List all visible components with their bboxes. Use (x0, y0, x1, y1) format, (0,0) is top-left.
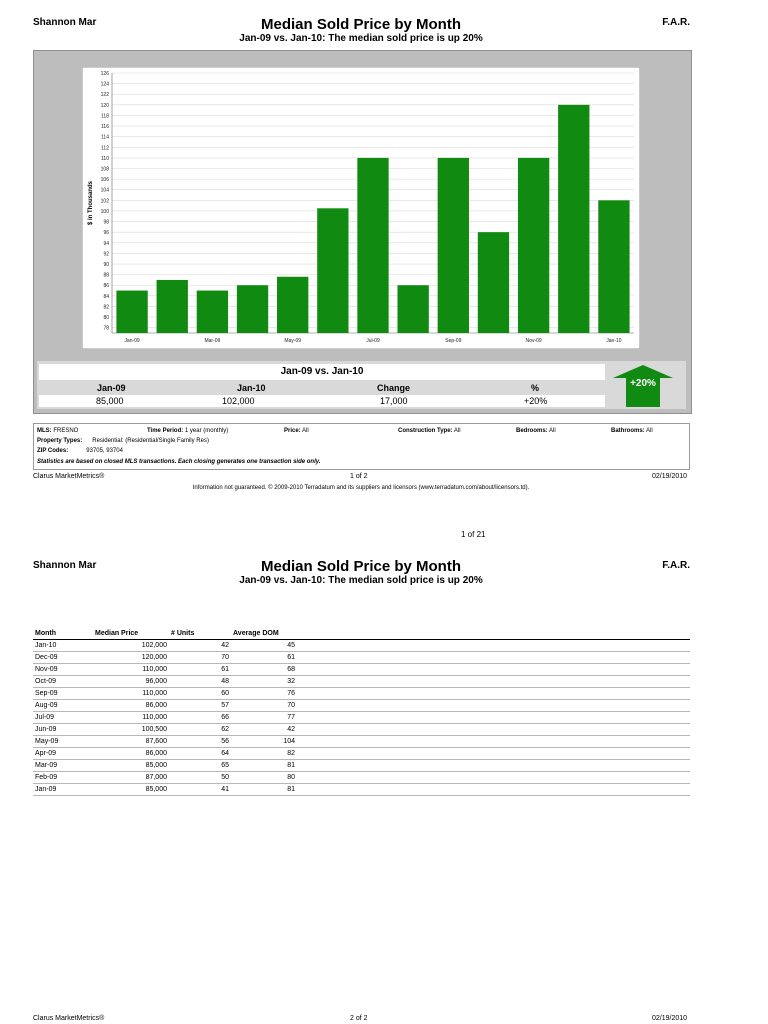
footer-brand: Clarus MarketMetrics® (33, 473, 105, 480)
cell-month: Aug-09 (33, 700, 93, 712)
header-units: # Units (169, 628, 231, 640)
cell-spacer (297, 712, 690, 724)
y-tick-label: 82 (103, 304, 109, 311)
cell-units: 66 (169, 712, 231, 724)
table-row (33, 700, 690, 712)
page-subtitle: Jan-09 vs. Jan-10: The median sold price is up 20% (239, 33, 483, 44)
cell-spacer (297, 748, 690, 760)
cell-month: Nov-09 (33, 664, 93, 676)
agent-name: Shannon Mar (33, 17, 97, 28)
y-tick-label: 96 (103, 230, 109, 237)
cell-units: 62 (169, 724, 231, 736)
table-row (33, 724, 690, 736)
y-tick-label: 122 (100, 92, 109, 99)
bar-aug-09 (397, 285, 428, 333)
mls-criterion: MLS: FRESNO (37, 428, 79, 434)
agent-name-page2: Shannon Mar (33, 560, 97, 571)
x-tick-label: Jan-10 (606, 338, 622, 344)
chart-panel (33, 50, 692, 414)
cell-average-dom: 42 (231, 724, 297, 736)
zip-codes-criterion: ZIP Codes: 93705, 93704 (37, 448, 123, 454)
bar-apr-09 (237, 285, 268, 333)
cell-units: 41 (169, 784, 231, 796)
y-tick-label: 104 (100, 187, 109, 194)
header-spacer (297, 628, 690, 640)
table-row (33, 640, 690, 652)
bar-sep-09 (438, 158, 469, 333)
comparison-header-jan09: Jan-09 (97, 383, 126, 393)
cell-units: 50 (169, 772, 231, 784)
cell-month: Jul-09 (33, 712, 93, 724)
y-tick-label: 80 (103, 315, 109, 322)
table-row (33, 784, 690, 796)
cell-average-dom: 68 (231, 664, 297, 676)
cell-median-price: 120,000 (93, 652, 169, 664)
cell-average-dom: 80 (231, 772, 297, 784)
cell-median-price: 96,000 (93, 676, 169, 688)
percent-change-badge: +20% (626, 377, 660, 407)
x-tick-label: May-09 (284, 338, 302, 344)
cell-spacer (297, 784, 690, 796)
comparison-value-jan09: 85,000 (96, 396, 124, 406)
y-tick-label: 108 (100, 166, 109, 173)
comparison-value-change: 17,000 (380, 396, 408, 406)
cell-units: 48 (169, 676, 231, 688)
cell-spacer (297, 700, 690, 712)
bar-chart (82, 67, 640, 349)
comparison-header-change: Change (377, 383, 411, 393)
y-tick-label: 100 (100, 208, 109, 215)
bar-mar-09 (197, 291, 228, 333)
page-title: Median Sold Price by Month (260, 16, 462, 33)
bar-jan-10 (598, 200, 629, 333)
y-tick-label: 98 (103, 219, 109, 226)
cell-median-price: 85,000 (93, 784, 169, 796)
y-tick-label: 90 (103, 262, 109, 269)
cell-units: 70 (169, 652, 231, 664)
y-tick-label: 94 (103, 240, 109, 247)
monthly-data-table (33, 628, 690, 796)
x-tick-label: Mar-09 (204, 338, 221, 344)
bar-feb-09 (157, 280, 188, 333)
footer-page-number-page2: 2 of 2 (350, 1015, 368, 1022)
cell-average-dom: 76 (231, 688, 297, 700)
property-types-criterion: Property Types: Residential: (Residential/Single Family Res) (37, 438, 209, 444)
table-header-row (33, 628, 690, 640)
cell-month: Mar-09 (33, 760, 93, 772)
cell-spacer (297, 724, 690, 736)
y-tick-label: 120 (100, 102, 109, 109)
header-month: Month (33, 628, 93, 640)
comparison-box (37, 361, 686, 409)
y-tick-label: 92 (103, 251, 109, 258)
cell-average-dom: 45 (231, 640, 297, 652)
cell-average-dom: 77 (231, 712, 297, 724)
cell-average-dom: 70 (231, 700, 297, 712)
y-tick-label: 124 (100, 81, 109, 88)
cell-median-price: 87,000 (93, 772, 169, 784)
table-row (33, 712, 690, 724)
cell-spacer (297, 760, 690, 772)
bar-oct-09 (478, 232, 509, 333)
firm-name-page2: F.A.R. (662, 560, 690, 571)
cell-spacer (297, 640, 690, 652)
x-tick-label: Sep-09 (445, 338, 462, 344)
y-tick-label: 116 (101, 124, 109, 131)
cell-month: Jan-09 (33, 784, 93, 796)
cell-median-price: 87,600 (93, 736, 169, 748)
table-row (33, 688, 690, 700)
cell-average-dom: 61 (231, 652, 297, 664)
x-tick-label: Jul-09 (366, 338, 380, 344)
cell-units: 61 (169, 664, 231, 676)
table-row (33, 676, 690, 688)
cell-spacer (297, 772, 690, 784)
bar-dec-09 (558, 105, 589, 333)
cell-spacer (297, 652, 690, 664)
footer-date: 02/19/2010 (652, 473, 688, 480)
time-period-criterion: Time Period: 1 year (monthly) (147, 428, 229, 434)
cell-month: Apr-09 (33, 748, 93, 760)
y-tick-label: 84 (103, 293, 109, 300)
statistics-statement: Statistics are based on closed MLS transactions. Each closing generates one transaction side only. (37, 459, 321, 465)
document-page-indicator: 1 of 21 (461, 530, 486, 539)
comparison-value-percent: +20% (524, 396, 548, 406)
bar-jul-09 (357, 158, 388, 333)
cell-median-price: 102,000 (93, 640, 169, 652)
footer-date-page2: 02/19/2010 (652, 1015, 688, 1022)
x-tick-label: Nov-09 (525, 338, 542, 344)
cell-month: Feb-09 (33, 772, 93, 784)
cell-median-price: 86,000 (93, 748, 169, 760)
cell-median-price: 100,500 (93, 724, 169, 736)
cell-units: 65 (169, 760, 231, 772)
cell-average-dom: 32 (231, 676, 297, 688)
disclaimer: Information not guaranteed. © 2009-2010 Terradatum and its suppliers and licensors (www.terradatum.com/about/licensors.td). (192, 485, 530, 491)
comparison-header-percent: % (531, 383, 540, 393)
table-row (33, 748, 690, 760)
header-average-dom: Average DOM (231, 628, 297, 640)
price-criterion: Price: All (284, 428, 309, 434)
table-row (33, 760, 690, 772)
cell-spacer (297, 676, 690, 688)
cell-median-price: 85,000 (93, 760, 169, 772)
cell-spacer (297, 736, 690, 748)
bar-jun-09 (317, 208, 348, 333)
cell-units: 64 (169, 748, 231, 760)
x-tick-label: Jan-09 (124, 338, 140, 344)
table-row (33, 652, 690, 664)
page-title-page2: Median Sold Price by Month (260, 558, 462, 575)
comparison-title: Jan-09 vs. Jan-10 (39, 364, 605, 380)
footer-page-number: 1 of 2 (350, 473, 368, 480)
comparison-values-row (39, 395, 605, 407)
cell-month: May-09 (33, 736, 93, 748)
bar-may-09 (277, 277, 308, 333)
cell-units: 42 (169, 640, 231, 652)
construction-type-criterion: Construction Type: All (398, 428, 461, 434)
firm-name: F.A.R. (662, 17, 690, 28)
cell-units: 57 (169, 700, 231, 712)
comparison-header-jan10: Jan-10 (237, 383, 266, 393)
cell-median-price: 110,000 (93, 664, 169, 676)
bathrooms-criterion: Bathrooms: All (611, 428, 653, 434)
cell-median-price: 110,000 (93, 712, 169, 724)
y-tick-label: 110 (101, 155, 109, 162)
y-tick-label: 112 (101, 145, 109, 152)
cell-units: 60 (169, 688, 231, 700)
y-tick-label: 126 (100, 71, 109, 77)
cell-month: Jan-10 (33, 640, 93, 652)
cell-units: 56 (169, 736, 231, 748)
cell-average-dom: 81 (231, 784, 297, 796)
table-body (33, 640, 690, 796)
bar-nov-09 (518, 158, 549, 333)
table-row (33, 664, 690, 676)
table-row (33, 736, 690, 748)
cell-spacer (297, 688, 690, 700)
y-tick-label: 88 (103, 272, 109, 279)
search-criteria-box (33, 423, 690, 470)
cell-spacer (297, 664, 690, 676)
cell-average-dom: 82 (231, 748, 297, 760)
y-tick-label: 106 (100, 177, 109, 184)
y-tick-label: 102 (100, 198, 109, 205)
header-median-price: Median Price (93, 628, 169, 640)
y-tick-label: 86 (103, 283, 109, 290)
cell-median-price: 86,000 (93, 700, 169, 712)
bedrooms-criterion: Bedrooms: All (516, 428, 556, 434)
page-subtitle-page2: Jan-09 vs. Jan-10: The median sold price is up 20% (239, 575, 483, 586)
y-tick-label: 118 (101, 113, 109, 120)
y-tick-label: 78 (103, 325, 109, 332)
footer-brand-page2: Clarus MarketMetrics® (33, 1015, 105, 1022)
cell-month: Jun-09 (33, 724, 93, 736)
cell-month: Oct-09 (33, 676, 93, 688)
comparison-value-jan10: 102,000 (222, 396, 255, 406)
bar-jan-09 (116, 291, 147, 333)
y-tick-label: 114 (101, 134, 109, 141)
y-axis-label: $ in Thousands (88, 180, 94, 226)
cell-month: Dec-09 (33, 652, 93, 664)
table-row (33, 772, 690, 784)
cell-average-dom: 81 (231, 760, 297, 772)
cell-average-dom: 104 (231, 736, 297, 748)
cell-median-price: 110,000 (93, 688, 169, 700)
cell-month: Sep-09 (33, 688, 93, 700)
